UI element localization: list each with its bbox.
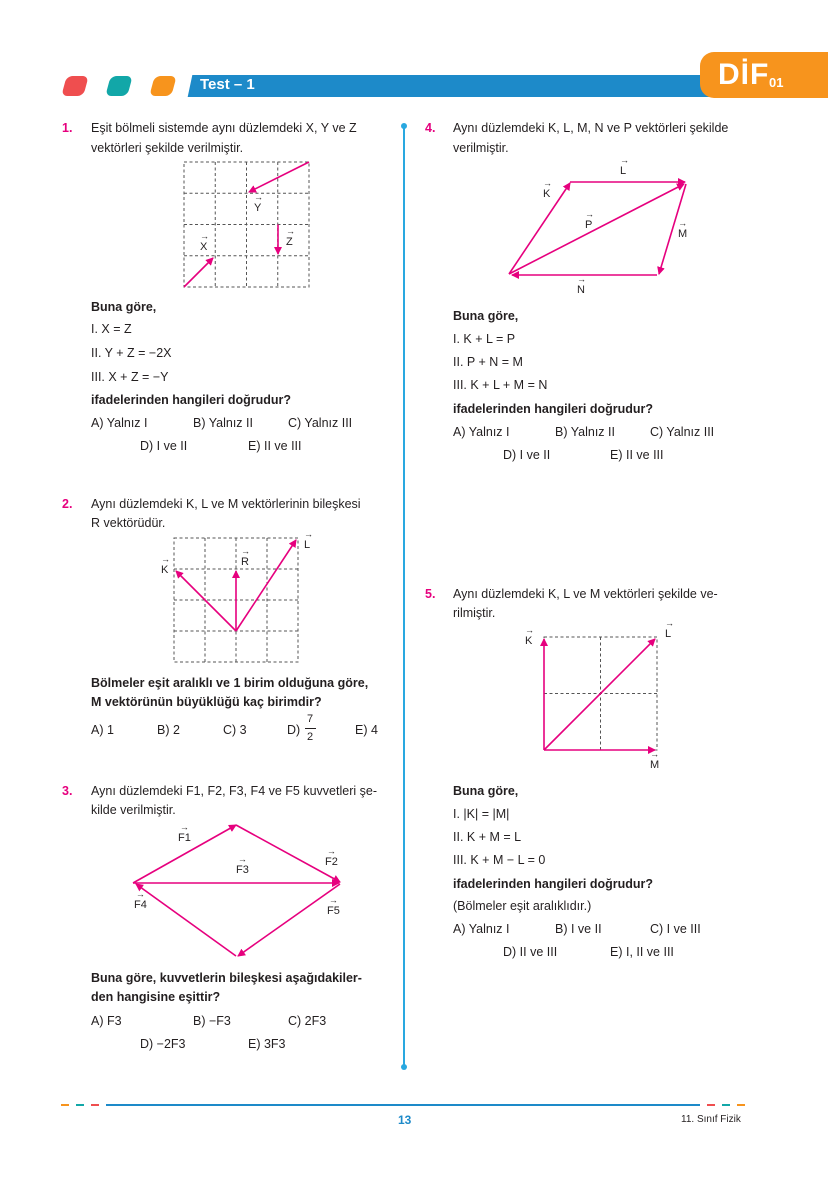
- q1-statement-1: I. X = Z: [91, 322, 132, 336]
- q4-lead: Buna göre,: [453, 309, 519, 323]
- q1-text-a: Eşit bölmeli sistemde aynı düzlemdeki X, Y ve Z: [91, 121, 357, 135]
- q5-number: 5.: [425, 587, 436, 601]
- footer-dash-red-2: [707, 1104, 715, 1106]
- q1-vector-x: [184, 258, 213, 287]
- q5-vector-l: [544, 639, 655, 750]
- q4-question: ifadelerinden hangileri doğrudur?: [453, 402, 654, 416]
- q4-label-m: → M: [678, 228, 687, 240]
- q4-label-p: → P: [585, 219, 592, 231]
- q4-option-e[interactable]: E) II ve III: [610, 448, 664, 462]
- q1-label-x: → X: [200, 241, 207, 253]
- q4-label-n: → N: [577, 284, 585, 296]
- q3-label-f1: → F1: [178, 832, 191, 844]
- q4-vector-k: [509, 183, 570, 274]
- q2-option-a[interactable]: A) 1: [91, 723, 114, 737]
- q2-question-a: Bölmeler eşit aralıklı ve 1 birim olduğuna göre,: [91, 676, 369, 690]
- q2-label-l: → L: [304, 539, 310, 551]
- q5-question: ifadelerinden hangileri doğrudur?: [453, 877, 654, 891]
- q2-option-b[interactable]: B) 2: [157, 723, 180, 737]
- q2-label-r: → R: [241, 556, 249, 568]
- q4-statement-3: III. K + L + M = N: [453, 378, 548, 392]
- q3-number: 3.: [62, 784, 73, 798]
- column-divider: [403, 126, 405, 1068]
- q3-option-b[interactable]: B) −F3: [193, 1014, 231, 1028]
- q5-statement-3: III. K + M − L = 0: [453, 853, 546, 867]
- q4-text-b: verilmiştir.: [453, 141, 509, 155]
- q3-vector-f5: [238, 884, 340, 956]
- footer-dash-teal: [76, 1104, 84, 1106]
- q4-option-a[interactable]: A) Yalnız I: [453, 425, 510, 439]
- header-pill-red: [61, 76, 88, 96]
- q1-vector-y: [249, 162, 309, 192]
- q1-label-z: → Z: [286, 236, 293, 248]
- q3-label-f2: → F2: [325, 856, 338, 868]
- q4-vector-p: [509, 184, 684, 274]
- q4-option-b[interactable]: B) Yalnız II: [555, 425, 615, 439]
- q4-option-d[interactable]: D) I ve II: [503, 448, 551, 462]
- q1-option-e[interactable]: E) II ve III: [248, 439, 302, 453]
- test-title: Test – 1: [200, 76, 255, 93]
- header-pill-orange: [149, 76, 176, 96]
- q3-option-e[interactable]: E) 3F3: [248, 1037, 286, 1051]
- q2-text-b: R vektörüdür.: [91, 516, 166, 530]
- footer-dash-teal-2: [722, 1104, 730, 1106]
- q5-option-d[interactable]: D) II ve III: [503, 945, 558, 959]
- q4-statement-2: II. P + N = M: [453, 355, 523, 369]
- q5-statement-2: II. K + M = L: [453, 830, 522, 844]
- q2-option-e[interactable]: E) 4: [355, 723, 378, 737]
- q5-label-k: → K: [525, 635, 532, 647]
- q5-option-b[interactable]: B) I ve II: [555, 922, 602, 936]
- q1-question: ifadelerinden hangileri doğrudur?: [91, 393, 292, 407]
- q3-option-a[interactable]: A) F3: [91, 1014, 122, 1028]
- q3-text-a: Aynı düzlemdeki F1, F2, F3, F4 ve F5 kuvvetleri şe-: [91, 784, 377, 798]
- footer-dash-red: [91, 1104, 99, 1106]
- q2-option-d-denominator: 2: [307, 731, 314, 743]
- q2-text-a: Aynı düzlemdeki K, L ve M vektörlerinin bileşkesi: [91, 497, 361, 511]
- q2-option-d[interactable]: D): [287, 723, 301, 737]
- divider-dot-top: [401, 123, 407, 129]
- book-title: 11. Sınıf Fizik: [681, 1114, 741, 1125]
- q4-label-k: → K: [543, 188, 550, 200]
- q5-option-c[interactable]: C) I ve III: [650, 922, 701, 936]
- q2-option-d-fraction-bar: [305, 728, 316, 729]
- q2-label-k: → K: [161, 564, 168, 576]
- divider-dot-bottom: [401, 1064, 407, 1070]
- brand-number: 01: [769, 75, 784, 90]
- q1-lead: Buna göre,: [91, 300, 157, 314]
- q5-option-e[interactable]: E) I, II ve III: [610, 945, 674, 959]
- q5-label-m: → M: [650, 759, 659, 771]
- q5-option-a[interactable]: A) Yalnız I: [453, 922, 510, 936]
- q2-option-d-numerator: 7: [307, 713, 314, 725]
- q5-text-b: rilmiştir.: [453, 606, 496, 620]
- q2-number: 2.: [62, 497, 73, 511]
- q3-text-b: kilde verilmiştir.: [91, 803, 176, 817]
- footer-dash-orange: [61, 1104, 69, 1106]
- q1-text-b: vektörleri şekilde verilmiştir.: [91, 141, 244, 155]
- q5-statement-1: I. |K| = |M|: [453, 807, 510, 821]
- q2-vector-k: [176, 571, 236, 631]
- q1-statement-2: II. Y + Z = −2X: [91, 346, 172, 360]
- q4-option-c[interactable]: C) Yalnız III: [650, 425, 715, 439]
- q3-question-a: Buna göre, kuvvetlerin bileşkesi aşağıdakiler-: [91, 971, 362, 985]
- q3-vector-f4: [136, 884, 236, 956]
- q1-option-c[interactable]: C) Yalnız III: [288, 416, 353, 430]
- q4-statement-1: I. K + L = P: [453, 332, 516, 346]
- q4-text-a: Aynı düzlemdeki K, L, M, N ve P vektörleri şekilde: [453, 121, 729, 135]
- q3-question-b: den hangisine eşittir?: [91, 990, 221, 1004]
- q2-option-c[interactable]: C) 3: [223, 723, 247, 737]
- q4-number: 4.: [425, 121, 436, 135]
- q2-question-b: M vektörünün büyüklüğü kaç birimdir?: [91, 695, 322, 709]
- q3-option-c[interactable]: C) 2F3: [288, 1014, 327, 1028]
- q5-text-a: Aynı düzlemdeki K, L ve M vektörleri şekilde ve-: [453, 587, 718, 601]
- page-number: 13: [398, 1113, 412, 1127]
- q5-lead: Buna göre,: [453, 784, 519, 798]
- q1-statement-3: III. X + Z = −Y: [91, 370, 169, 384]
- q1-option-b[interactable]: B) Yalnız II: [193, 416, 253, 430]
- test-title-bar: [188, 75, 743, 97]
- q5-label-l: → L: [665, 628, 671, 640]
- q1-option-d[interactable]: D) I ve II: [140, 439, 188, 453]
- header-pill-teal: [105, 76, 132, 96]
- brand-logo: DİF: [718, 58, 770, 91]
- q1-label-y: → Y: [254, 202, 261, 214]
- q3-label-f4: → F4: [134, 899, 147, 911]
- footer-rule: [106, 1104, 700, 1106]
- footer-dash-orange-2: [737, 1104, 745, 1106]
- q3-label-f5: → F5: [327, 905, 340, 917]
- q1-option-a[interactable]: A) Yalnız I: [91, 416, 148, 430]
- q1-number: 1.: [62, 121, 73, 135]
- q3-label-f3: → F3: [236, 864, 249, 876]
- q5-note: (Bölmeler eşit aralıklıdır.): [453, 899, 592, 913]
- q3-option-d[interactable]: D) −2F3: [140, 1037, 186, 1051]
- q4-label-l: → L: [620, 165, 626, 177]
